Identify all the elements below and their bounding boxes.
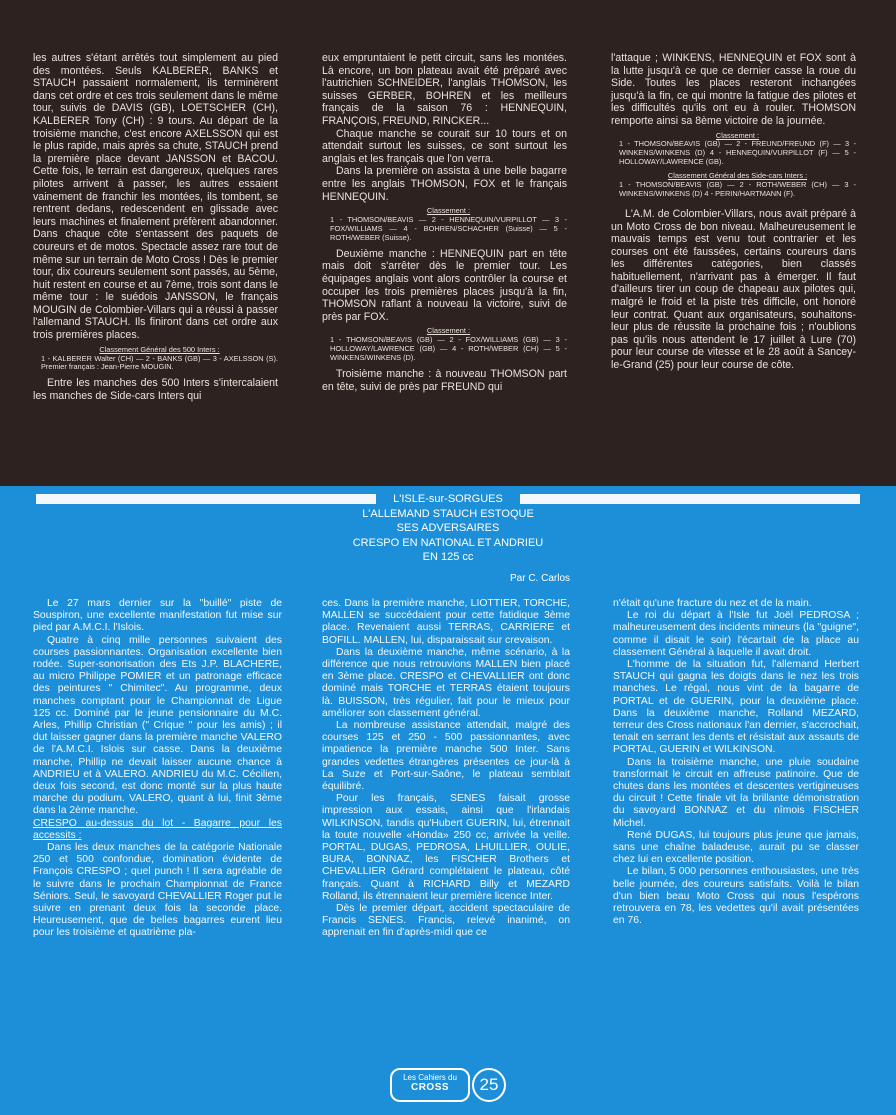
top-col2-paragraph-1: eux empruntaient le petit circuit, sans les montées. Là encore, un bon plateau avait été préparé avec l'autrichien SCHNEIDER, l'anglais THOMSON, les suisses GERBER, BOHREN et les meilleurs français de la saison 76 : HENNEQUIN, FRANÇOIS, FREUND, RINCKER... [322, 52, 567, 127]
bottom-col2-paragraph-5: Dès le premier départ, accident spectaculaire de Francis SENES. Francis, relevé inanimé, on apprenait en fin d'après-midi que ce [322, 903, 570, 939]
top-col2-paragraph-5: Troisième manche : à nouveau THOMSON part en tête, suivi de près par FREUND qui [322, 367, 567, 393]
ranking-heading: Classement : [715, 130, 760, 140]
bottom-col1-subheading: CRESPO au-dessus du lot - Bagarre pour les accessits : [33, 817, 282, 841]
bottom-col3-paragraph-4: Dans la troisième manche, une pluie soudaine transformait le circuit en affreuse patinoire. Que de chutes dans les montées et descentes vertigineuses du circuit ! Cette finale vit la brillante démonstration du savoyard BONNAZ et du nîmois FISCHER Michel. [613, 756, 859, 829]
ranking-body: 1 - THOMSON/BEAVIS (GB) — 2 - FREUND/FREUND (F) — 3 - WINKENS/WINKENS (D) 4 - HENNEQUIN/VURPILLOT (F) — 5 - HOLLOWAY/LAWRENCE (GB). [619, 139, 856, 167]
top-col3-paragraph-2: L'A.M. de Colombier-Villars, nous avait préparé à un Moto Cross de bon niveau. Malheureusement le mauvais temps est venu tout contrarier et les courses ont été faussées, certains coureurs dans les différentes catégories, bien classés habituellement, n'arrivant pas à émerger. Il faut d'ailleurs tirer un coup de chapeau aux pilotes qui, malgré le froid et la piste très difficile, ont honoré leur contrat. Quant aux organisateurs, souhaitons-leur plus de réussite la prochaine fois ; n'oublions pas qu'ils nous attendent le 17 juillet à Lure (70) pour leur course de vitesse et le 28 août à Sancey-le-Grand (25) pour leur course de côte. [611, 207, 856, 372]
bottom-column-1 [33, 598, 282, 940]
top-col3-ranking-2 [619, 172, 856, 199]
bottom-col1-paragraph-1: Le 27 mars dernier sur la "buillé" piste de Souspiron, une excellente manifestation fut mise sur pied par A.M.C.I. l'Islois. [33, 598, 282, 634]
bottom-col1-paragraph-3: Dans les deux manches de la catégorie Nationale 250 et 500 confondue, domination évidente de François CRESPO ; quel punch ! Il sera agréable de le suivre dans le prochain Championnat de France Séniors. Seul, le savoyard CHEVALLIER Roger put le suivre en prenant deux fois la seconde place. Heureusement, que de belles bagarres eurent lieu pour les troisième et quatrième pla- [33, 842, 282, 939]
bottom-col3-paragraph-6: Le bilan, 5 000 personnes enthousiastes, une très belle journée, des coureurs satisfaits. Voilà le bilan d'un bien beau Moto Cross qui nous l'espérons retrouvera en 78, les vedettes qu'il avait présentées en 76. [613, 866, 859, 927]
ranking-body: 1 - THOMSON/BEAVIS — 2 - HENNEQUIN/VURPILLOT — 3 - FOX/WILLIAMS — 4 - BOHREN/SCHACHER (Suisse) — 5 - ROTH/WEBER (Suisse). [330, 215, 567, 242]
top-col2-paragraph-4: Deuxième manche : HENNEQUIN part en tête mais doit s'arrêter dès le premier tour. Les équipages anglais vont alors contrôler la course et occuper les trois premières places jusqu'à la fin, THOMSON raflant à nouveau la victoire, suivi de près par FOX. [322, 247, 567, 323]
top-col2-paragraph-2: Chaque manche se courait sur 10 tours et on attendait surtout les suisses, ce sont surtout les anglais et les français que l'on verra. [322, 127, 567, 165]
top-col3-paragraph-1: l'attaque ; WINKENS, HENNEQUIN et FOX sont à la lutte jusqu'à ce que ce dernier casse la roue du Side. Toutes les places resteront inchangées jusqu'à la fin, ce qui montre la fatigue des pilotes et les difficultés qu'ils ont eu à rouler. THOMSON remporte ainsi sa 8ème victoire de la journée. [611, 52, 856, 127]
ranking-body: 1 - THOMSON/BEAVIS (GB) — 2 - ROTH/WEBER (CH) — 3 - WINKENS/WINKENS (D) 4 - PERIN/HARTMANN (F). [619, 180, 856, 198]
headline-line-4: CRESPO EN NATIONAL ET ANDRIEU [352, 536, 544, 549]
logo-line-2: CROSS [410, 1082, 450, 1093]
ranking-body: 1 - THOMSON/BEAVIS (GB) — 2 - FOX/WILLIAMS (GB) — 3 - HOLLOWAY/LAWRENCE (GB) — 4 - ROTH/WEBER (CH) — 5 - WINKENS/WINKENS (D). [330, 335, 567, 363]
bottom-col1-paragraph-2: Quatre à cinq mille personnes suivaient des courses passionnantes. Organisation excellente bien rodée. Super-sonorisation des Ets J.P. BLACHERE, au micro Philippe POMIER et un patronage efficace des peintures " Chimitec". Au programme, deux manches comptant pour le Championnat de Ligue 125 cc. Dominé par le jeune pensionnaire du M.C. Arles, Phillip Christian (" Crique " pour les amis) ; il dut laisser gagner dans la première manche VALERO de l'A.M.C.I. Islois sur casse. Dans la deuxième manche, Phillip ne devait laisser aucune chance à ANDRIEU et à VALERO. ANDRIEU du M.C. Cécilien, deux fois second, est donc monté sur la plus haute marche du podium. VALERO, quant à lui, finit 3ème dans la 2ème manche. [33, 634, 282, 817]
top-column-2 [322, 52, 567, 393]
ranking-heading: Classement : [426, 326, 471, 336]
top-col2-ranking-1 [330, 207, 567, 243]
ranking-heading: Classement Général des 500 Inters : [99, 344, 220, 354]
bottom-col3-paragraph-1: n'était qu'une fracture du nez et de la main. [613, 598, 812, 609]
top-col1-paragraph-2: Entre les manches des 500 Inters s'intercalaient les manches de Side-cars Inters qui [33, 377, 278, 402]
top-article-section [0, 0, 896, 486]
bottom-col3-paragraph-5: René DUGAS, lui toujours plus jeune que jamais, sans une chaîne baladeuse, aurait pu se classer chez lui en excellente position. [613, 829, 859, 866]
headline-location: L'ISLE-sur-SORGUES [393, 493, 503, 505]
bottom-col3-paragraph-2: Le roi du départ à l'Isle fut Joël PEDROSA ; malheureusement des incidents mineurs (la "guigne", comme il disait le soir) l'écartait de la place au classement Général à laquelle il avait droit. [613, 610, 859, 658]
bottom-col2-paragraph-4: Pour les français, SENES faisait grosse impression aux essais, ainsi que l'irlandais WILKINSON, tandis qu'Hubert GUERIN, lui, étrennait la toute nouvelle «Honda» 250 cc, arrivée la veille. PORTAL, DUGAS, PEDROSA, LHUILLIER, OULIE, BURA, BONNAZ, les FISCHER Brothers et CHEVALLIER Gérard complétaient le plateau, côté français. Quant à RICHARD Billy et MEZARD Rolland, ils étrennaient leur première licence Inter. [322, 793, 570, 902]
ranking-body: 1 - KALBERER Walter (CH) — 2 - BANKS (GB) — 3 - AXELSSON (S). Premier français : Jean-Pierre MOUGIN. [41, 353, 278, 372]
headline-line-2: L'ALLEMAND STAUCH ESTOQUE [362, 507, 534, 520]
top-col2-ranking-2 [330, 327, 567, 363]
top-column-1 [33, 52, 278, 403]
article-headline [0, 492, 896, 565]
top-col1-paragraph-1: les autres s'étant arrêtés tout simplement au pied des montées. Seuls KALBERER, BANKS et STAUCH passaient normalement, ils terminèrent dans cet ordre et ces trois seulement dans le même tour, suivis de DAVIS (GB), LOETSCHER (CH), KALBERER Tony (CH) : 9 tours. Au départ de la troisième manche, c'est encore AXELSSON qui est le plus rapide, mais après sa chute, STAUCH prend la première place devant JANSSON et BACOU. Cette fois, le terrain est dangereux, quelques rares pilotes arrivent à passer, les autres essaient vainement de franchir les montées, ils tombent, se rentrent dedans, redescendent en glissade avec leurs machines et finalement préfèrent abandonner. Dans chaque côte s'entassent des paquets de coureurs et de motos. Spectacle assez rare tout de même sur un terrain de Moto Cross ! Dès le premier tour, dix coureurs seulement sont passés, au 5ème, huit restent en course et au 7ème, trois sont dans le même tour : le suédois JANSSON, le français MOUGIN de Colombier-Villars qui a réussi à passer l'allemand STAUCH. Ils finiront dans cet ordre aux trois premières places. [33, 52, 278, 342]
top-col1-ranking [41, 346, 278, 373]
bottom-col2-paragraph-1: ces. Dans la première manche, LIOTTIER, TORCHE, MALLEN se succédaient pour cette fatidique 3ème place. Revenaient aussi TERRAS, CARRIERE et BOFILL. MALLEN, lui, disparaissait sur crevaison. [322, 598, 570, 646]
byline: Par C. Carlos [509, 573, 570, 584]
ranking-heading: Classement : [426, 206, 471, 216]
top-col2-paragraph-3: Dans la première on assista à une belle bagarre entre les anglais THOMSON, FOX et le français HENNEQUIN. [322, 165, 567, 203]
bottom-col2-paragraph-3: La nombreuse assistance attendait, malgré des courses 125 et 250 - 500 passionnantes, avec impatience la première manche 500 Inter. Sans grandes vedettes étrangères présentes ce jour-là à La Suze et Port-sur-Saône, le plateau semblait équilibré. [322, 720, 570, 793]
bottom-col2-paragraph-2: Dans la deuxième manche, même scénario, à la différence que nous retrouvions MALLEN bien placé en 3ème place. CRESPO et CHEVALLIER ont donc dominé mais TORCHE et TERRAS étaient toujours là. BUISSON, très régulier, fait pour le mieux pour améliorer son classement général. [322, 646, 570, 719]
logo-line-1: Les Cahiers du [403, 1073, 457, 1082]
headline-line-3: SES ADVERSAIRES [396, 522, 500, 534]
top-col3-ranking-1 [619, 132, 856, 168]
bottom-column-2 [322, 598, 570, 940]
headline-line-5: EN 125 cc [422, 551, 474, 563]
magazine-logo [390, 1068, 470, 1102]
bottom-column-3 [613, 598, 859, 927]
ranking-heading: Classement Général des Side-cars Inters : [667, 171, 808, 181]
bottom-col3-paragraph-3: L'homme de la situation fut, l'allemand Herbert STAUCH qui gagna les doigts dans le nez les trois manches. Le régal, nous vint de la bagarre de PORTAL et de GUERIN, pour la deuxième place. Dans la deuxième manche, Rolland MEZARD, terreur des Cross nationaux l'an dernier, s'accrochait, tenait en serrant les dents et résistait aux assauts de PORTAL, GUERIN et WILKINSON. [613, 659, 859, 756]
page-footer [390, 1068, 506, 1102]
page-number: 25 [472, 1068, 506, 1102]
top-column-3 [611, 52, 856, 372]
